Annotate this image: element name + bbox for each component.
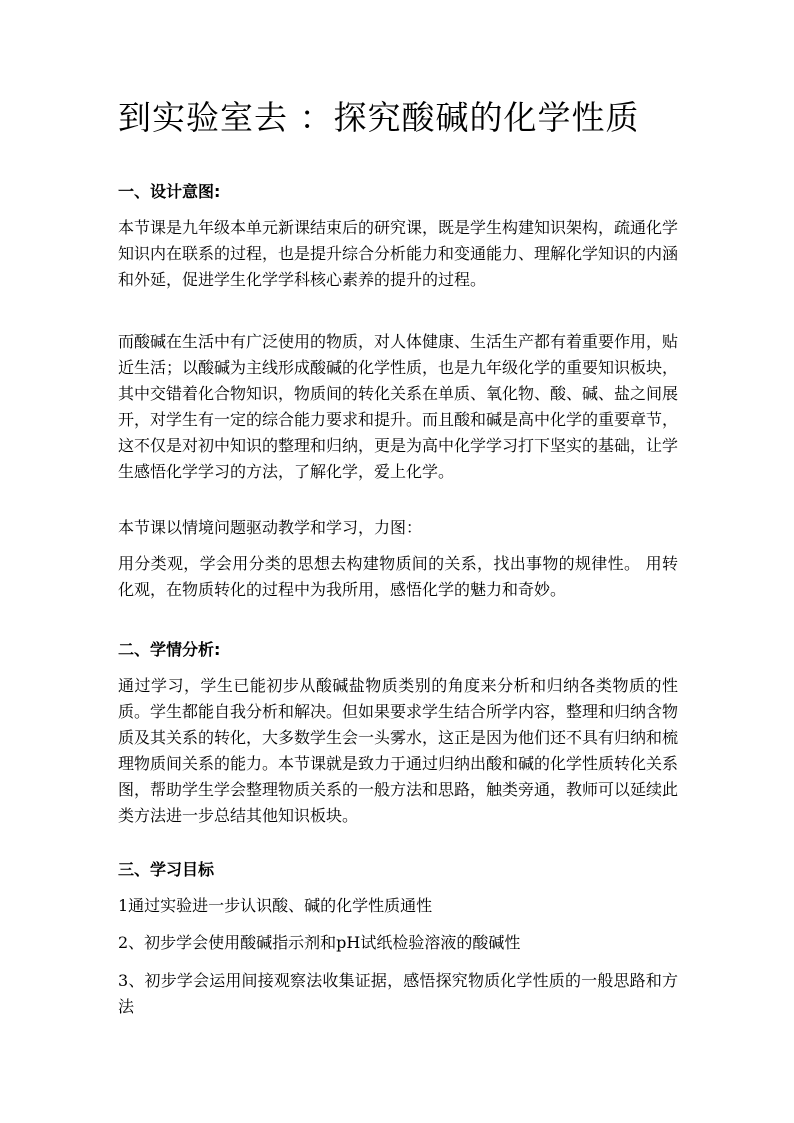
section-heading: 二、学情分析: [118,640,221,659]
list-item [118,930,678,956]
section-heading: 一、设计意图: [118,182,221,201]
paragraph-text: 通过学习，学生已能初步从酸碱盐物质类别的角度来分析和归纳各类物质的性质。学生都能自我分析和解决。但如果要求学生结合所学内容，整理和归纳含物质及其关系的转化，大多数学生会一头雾水，这正是因为他们还不具有归纳和梳理物质间关系的能力。本节课就是致力于通过归纳出酸和碱的化学性质转化关系图，帮助学生学会整理物质关系的一般方法和思路，触类旁通，教师可以延续此类方法进一步总结其他知识板块。 [118,676,679,825]
section-learning-goals [118,858,678,882]
section-design-intent [118,180,678,204]
paragraph-text: 用分类观，学会用分类的思想去构建物质间的关系，找出事物的规律性。 用转化观，在物质转化的过程中为我所用，感悟化学的魅力和奇妙。 [118,554,678,599]
list-item [118,893,678,919]
paragraph-text: 本节课是九年级本单元新课结束后的研究课，既是学生构建知识架构，疏通化学知识内在联系的过程，也是提升综合分析能力和变通能力、理解化学知识的内涵和外延，促进学生化学学科核心素养的提升的过程。 [118,218,679,289]
paragraph [118,673,678,829]
goal-text: 2、初步学会使用酸碱指示剂和pH试纸检验溶液的酸碱性 [118,933,521,952]
paragraph [118,329,678,485]
document-title: 到实验室去 ：探究酸碱的化学性质 [118,98,640,137]
paragraph-text: 而酸碱在生活中有广泛使用的物质，对人体健康、生活生产都有着重要作用，贴近生活；以酸碱为主线形成酸碱的化学性质，也是九年级化学的重要知识板块，其中交错着化合物知识，物质间的转化关系在单质、氧化物、酸、碱、盐之间展开，对学生有一定的综合能力要求和提升。而且酸和碱是高中化学的重要章节，这不仅是对初中知识的整理和归纳，更是为高中化学学习打下坚实的基础，让学生感悟化学学习的方法，了解化学，爱上化学。 [118,332,679,481]
goal-text: 3、初步学会运用间接观察法收集证据，感悟探究物质化学性质的一般思路和方法 [118,971,678,1016]
section-learner-analysis [118,638,678,662]
list-item [118,968,678,1020]
paragraph [118,551,678,603]
paragraph-text: 本节课以情境问题驱动教学和学习，力图： [118,518,423,537]
section-heading: 三、学习目标 [118,860,215,879]
paragraph [118,515,678,541]
paragraph [118,215,678,293]
goal-text: 1通过实验进一步认识酸、碱的化学性质通性 [118,896,433,915]
